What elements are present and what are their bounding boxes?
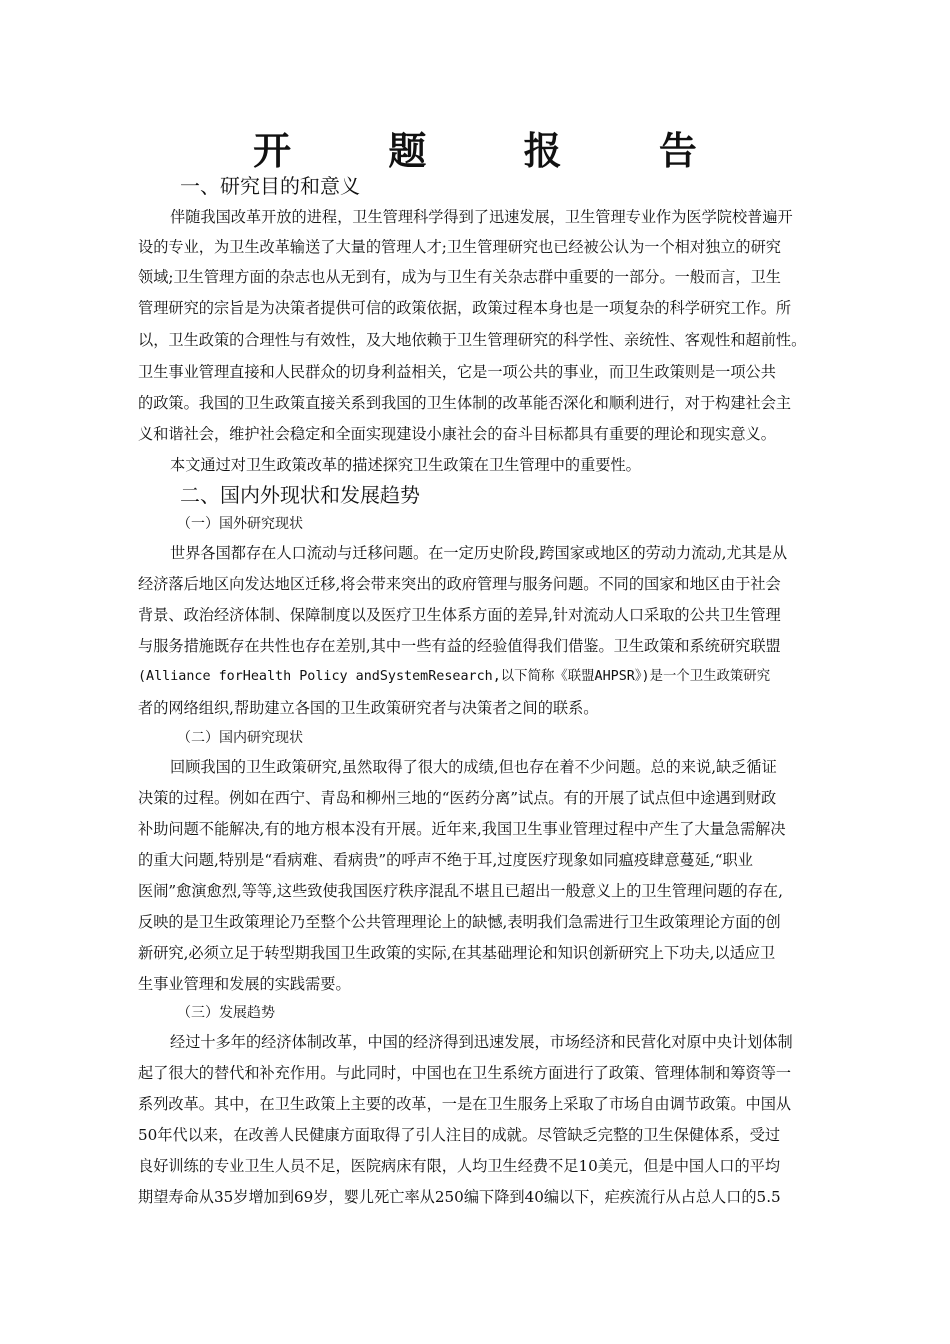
- paragraph-line: 新研究,必须立足于转型期我国卫生政策的实际,在其基础理论和知识创新研究上下功夫,以适应卫: [138, 944, 776, 962]
- paragraph-line: 以，卫生政策的合理性与有效性，及大地依赖于卫生管理研究的科学性、亲统性、客观性和超前性。: [138, 331, 807, 349]
- paragraph-line: 生事业管理和发展的实践需要。: [138, 975, 351, 993]
- paragraph-line: 起了很大的替代和补充作用。与此同时，中国也在卫生系统方面进行了政策、管理体制和筹资等一: [138, 1064, 792, 1082]
- paragraph-line: 者的网络组织,帮助建立各国的卫生政策研究者与决策者之间的联系。: [138, 699, 599, 717]
- paragraph-line: 50年代以来，在改善人民健康方面取得了引人注目的成就。尽管缺乏完整的卫生保健体系，受过: [138, 1126, 781, 1144]
- subsection-heading-domestic: （二）国内研究现状: [177, 730, 303, 746]
- paragraph-line: 伴随我国改革开放的进程，卫生管理科学得到了迅速发展，卫生管理专业作为医学院校普遍开: [170, 208, 793, 226]
- document-title: 开 题 报 告: [253, 128, 739, 173]
- paragraph-line: 设的专业，为卫生改革输送了大量的管理人才;卫生管理研究也已经被公认为一个相对独立的研究: [138, 238, 781, 256]
- paragraph-line: 的重大问题,特别是“看病难、看病贵”的呼声不绝于耳,过度医疗现象如同瘟疫肆意蔓延,“职业: [138, 851, 753, 869]
- paragraph-line: 背景、政治经济体制、保障制度以及医疗卫生体系方面的差异,针对流动人口采取的公共卫生管理: [138, 606, 781, 624]
- paragraph-line: 回顾我国的卫生政策研究,虽然取得了很大的成绩,但也存在着不少问题。总的来说,缺乏循证: [170, 758, 777, 776]
- paragraph-line: 经济落后地区向发达地区迁移,将会带来突出的政府管理与服务问题。不同的国家和地区由于社会: [138, 575, 781, 593]
- paragraph-line: 领域;卫生管理方面的杂志也从无到有，成为与卫生有关杂志群中重要的一部分。一般而言，卫生: [138, 268, 781, 286]
- paragraph-line: 卫生事业管理直接和人民群众的切身利益相关，它是一项公共的事业，而卫生政策则是一项公共: [138, 363, 776, 381]
- paragraph-line: 管理研究的宗旨是为决策者提供可信的政策依据，政策过程本身也是一项复杂的科学研究工作。所: [138, 299, 792, 317]
- paragraph-line: 的政策。我国的卫生政策直接关系到我国的卫生体制的改革能否深化和顺利进行，对于构建社会主: [138, 394, 792, 412]
- section2-heading: 二、国内外现状和发展趋势: [180, 483, 420, 507]
- paragraph-line: 良好训练的专业卫生人员不足，医院病床有限，人均卫生经费不足10美元，但是中国人口的平均: [138, 1157, 781, 1175]
- paragraph-line: 医闹”愈演愈烈,等等,这些致使我国医疗秩序混乱不堪且已超出一般意义上的卫生管理问题的存在,: [138, 882, 783, 900]
- section1-heading: 一、研究目的和意义: [180, 174, 360, 198]
- subsection-heading-trends: （三）发展趋势: [177, 1005, 275, 1021]
- paragraph-line: 决策的过程。例如在西宁、青岛和柳州三地的“医药分离”试点。有的开展了试点但中途遇到财政: [138, 789, 777, 807]
- paragraph-line: (Alliance forHealth Policy andSystemResearch,以下简称《联盟AHPSR》)是一个卫生政策研究: [138, 669, 771, 684]
- paragraph-line: 期望寿命从35岁增加到69岁，婴儿死亡率从250编下降到40编以下，疟疾流行从占总人口的5.5: [138, 1188, 781, 1206]
- paragraph-line: 与服务措施既存在共性也存在差别,其中一些有益的经验值得我们借鉴。卫生政策和系统研究联盟: [138, 637, 781, 655]
- paragraph-line: 本文通过对卫生政策改革的描述探究卫生政策在卫生管理中的重要性。: [170, 456, 641, 474]
- paragraph-line: 世界各国都存在人口流动与迁移问题。在一定历史阶段,跨国家或地区的劳动力流动,尤其是从: [170, 544, 788, 562]
- paragraph-line: 系列改革。其中，在卫生政策上主要的改革，一是在卫生服务上采取了市场自由调节政策。中国从: [138, 1095, 792, 1113]
- subsection-heading-foreign: （一）国外研究现状: [177, 516, 303, 532]
- paragraph-line: 义和谐社会，维护社会稳定和全面实现建设小康社会的奋斗目标都具有重要的理论和现实意义。: [138, 425, 776, 443]
- paragraph-line: 经过十多年的经济体制改革，中国的经济得到迅速发展，市场经济和民营化对原中央计划体制: [170, 1033, 793, 1051]
- paragraph-line: 补助问题不能解决,有的地方根本没有开展。近年来,我国卫生事业管理过程中产生了大量急需解决: [138, 820, 786, 838]
- paragraph-line: 反映的是卫生政策理论乃至整个公共管理理论上的缺憾,表明我们急需进行卫生政策理论方面的创: [138, 913, 781, 931]
